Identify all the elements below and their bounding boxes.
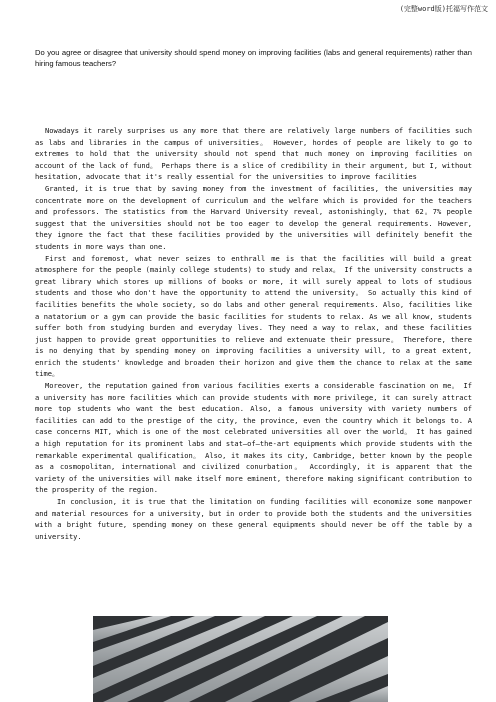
page-header: (完整word版)托福写作范文 [399,5,488,13]
essay-paragraph-intro: Nowadays it rarely surprises us any more that there are relatively large numbers of facilities such as labs and libraries in the campus of universities。 However, hordes of people are likely to go to extremes to hold that the university should not spend that much money on improving facilities on account of the lack of fund。 Perhaps there is a slice of credibility in their argument, but I, without hesitation, advocate that it's really essential for the universities to improve facilities [35,126,472,182]
essay-paragraph-concession: Granted, it is true that by saving money from the investment of facilities, the universities may concentrate more on the development of curriculum and the welfare which is provided for the teachers and professors. The statistics from the Harvard University reveal, astonishingly, that 62。7% people suggest that the universities should not be too eager to develop the general requirements. However, they ignore the fact that these facilities provided by the universities will definitely benefit the students in more ways than one. [35,183,472,251]
photo-image [93,616,388,702]
essay-body [35,125,472,542]
essay-paragraph-first: First and foremost, what never seizes to enthrall me is that the facilities will build a great atmosphere for the people (mainly college students) to study and relax。 If the university constructs a great library which stores up millions of books or more, it will surely appeal to lots of studious students and those who don't have the opportunity to attend the university。 So actually this kind of facilities benefits the whole society, so do labs and other general requirements. Also, facilities like a natatorium or a gym can provide the basic facilities for students to relax. As we all know, students suffer both from studying burden and everyday lives. They need a way to relax, and these facilities just happen to provide great opportunities to relieve and extenuate their pressure。 Therefore, there is no denying that by spending money on improving facilities a university will, to a great extent, enrich the students' knowledge and broaden their horizon and give them the chance to relax at the same time。 [35,253,472,379]
essay-question: Do you agree or disagree that university should spend money on improving facilities (labs and general requirements) rather than hiring famous teachers? [35,48,472,68]
bottom-photo [93,616,388,702]
essay-paragraph-second: Moreover, the reputation gained from various facilities exerts a considerable fascination on me。 If a university has more facilities which can provide students with more privilege, it can surely attract more top students who want the best education. Also, a famous university with variety numbers of facilities can add to the prestige of the city, the province, even the country which it belongs to. A case concerns MIT, which is one of the most celebrated universities all over the world。 It has gained a high reputation for its prominent labs and stat—of—the-art equipments which provide students with the remarkable experimental qualification。 Also, it makes its city, Cambridge, better known by the people as a cosmopolitan, international and civilized conurbation。 Accordingly, it is apparent that the variety of the universities will make itself more eminent, therefore making significant contribution to the prosperity of the region. [35,381,472,495]
essay-paragraph-conclusion: In conclusion, it is true that the limitation on funding facilities will economize some manpower and material resources for a university, but in order to provide both the students and the universities with a bright future, spending money on these general equipments should never be off the table by a university. [35,497,472,541]
